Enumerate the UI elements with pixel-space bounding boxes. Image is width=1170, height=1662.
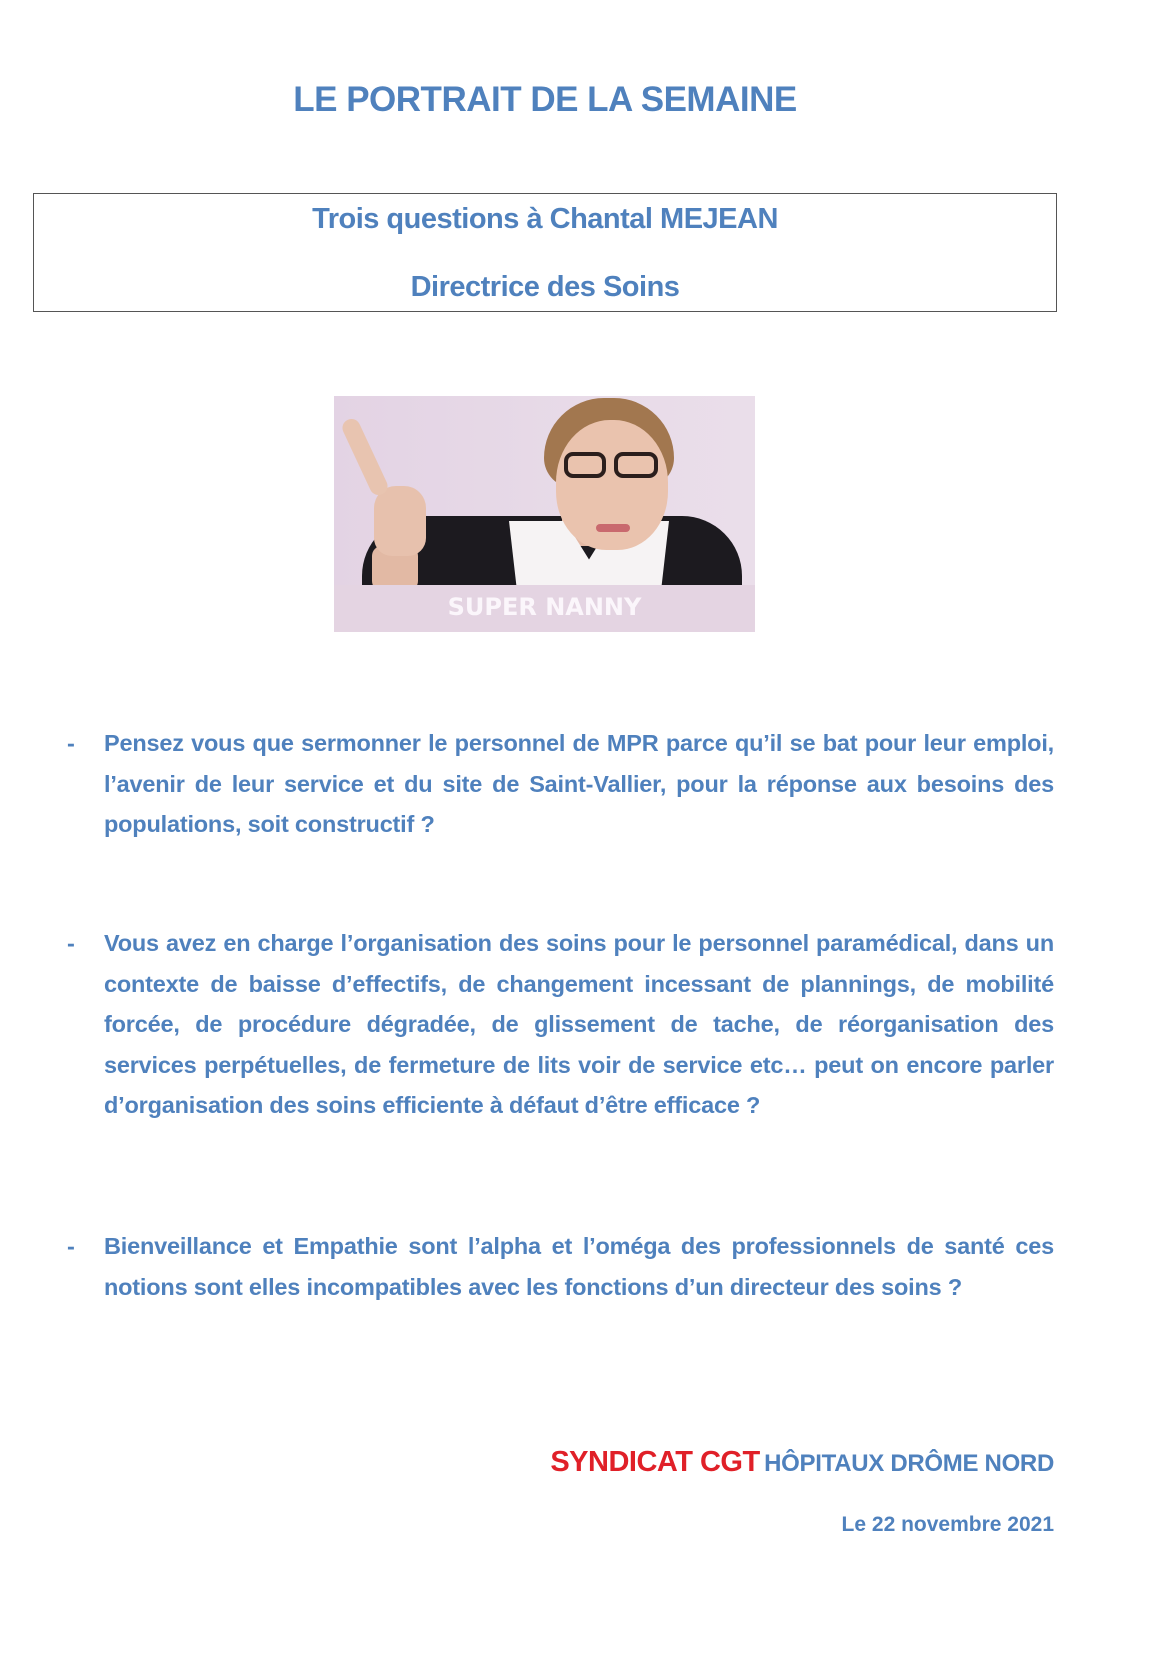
question-text: Bienveillance et Empathie sont l’alpha et l’oméga des professionnels de santé ces notions sont elles incompatibles avec les fonctions d’un directeur des soins ?: [104, 1233, 1054, 1300]
glasses-icon: [564, 452, 606, 478]
interview-subject: Trois questions à Chantal MEJEAN: [312, 203, 778, 235]
union-name: SYNDICAT CGT: [550, 1446, 760, 1478]
question-text: Pensez vous que sermonner le personnel de MPR parce qu’il se bat pour leur emploi, l’avenir de leur service et du site de Saint-Vallier, pour la réponse aux besoins des populations, soit constructif ?: [104, 730, 1054, 837]
signature: [550, 1446, 1054, 1479]
portrait-photo: [334, 396, 755, 585]
page-title: LE PORTRAIT DE LA SEMAINE: [293, 80, 797, 119]
question-item: [67, 723, 1054, 845]
bullet-dash: -: [67, 1233, 75, 1259]
question-item: [67, 923, 1054, 1126]
lips-shape: [596, 524, 630, 532]
hospital-name: HÔPITAUX DRÔME NORD: [764, 1450, 1054, 1477]
glasses-icon: [614, 452, 658, 478]
bullet-dash: -: [67, 730, 75, 756]
publication-date: Le 22 novembre 2021: [841, 1513, 1054, 1536]
image-banner-text: SUPER NANNY: [447, 593, 642, 621]
title-box: [33, 193, 1057, 312]
question-item: [67, 1226, 1054, 1307]
portrait-image: [334, 396, 755, 632]
subject-role: Directrice des Soins: [410, 271, 680, 303]
raised-finger-shape: [340, 416, 391, 498]
image-banner: [334, 585, 755, 632]
hand-shape: [374, 486, 426, 556]
question-text: Vous avez en charge l’organisation des soins pour le personnel paramédical, dans un contexte de baisse d’effectifs, de changement incessant de plannings, de mobilité forcée, de procédure dégradée, de glissement de tache, de réorganisation des services perpétuelles, de fermeture de lits voir de service etc… peut on encore parler d’organisation des soins efficiente à défaut d’être efficace ?: [104, 930, 1054, 1118]
bullet-dash: -: [67, 930, 75, 956]
